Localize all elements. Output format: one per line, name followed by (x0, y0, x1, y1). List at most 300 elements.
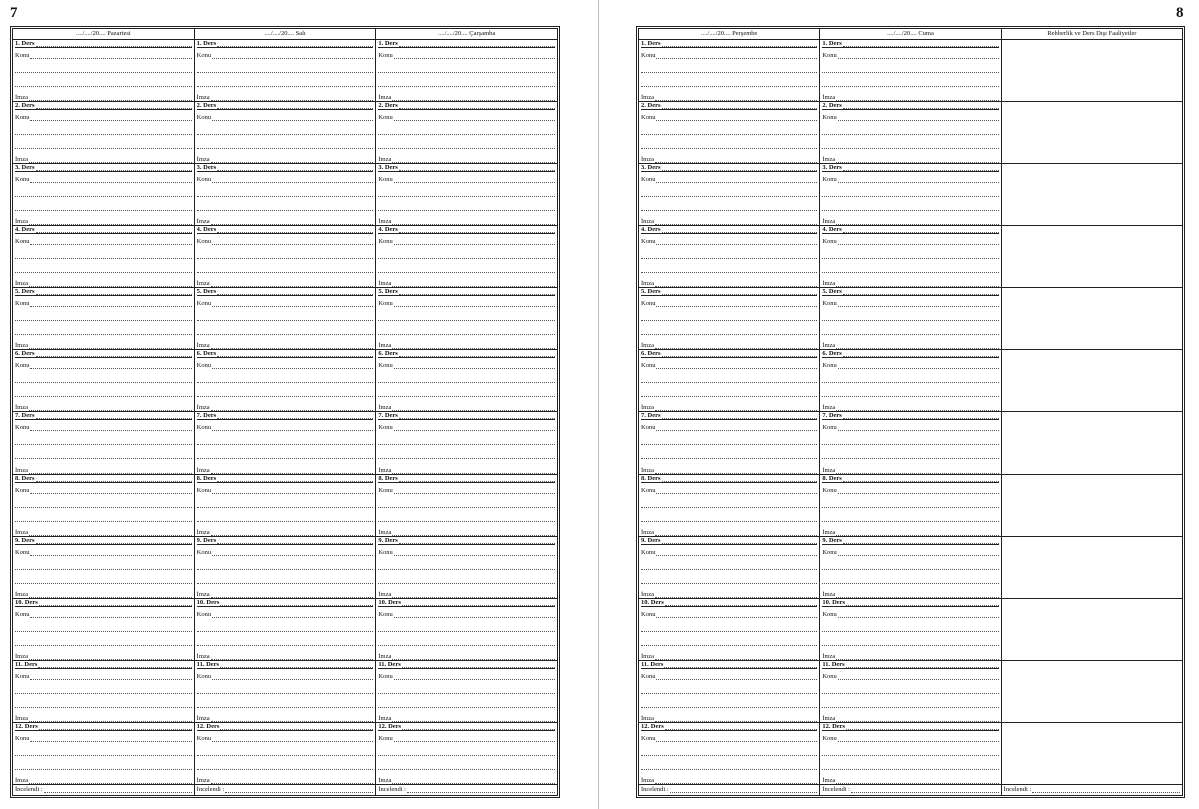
blank-line[interactable] (378, 756, 555, 770)
signature-line[interactable]: İmza (197, 401, 374, 411)
lesson-cell[interactable] (639, 661, 820, 722)
lesson-cell[interactable] (820, 40, 1001, 101)
topic-line[interactable]: Konu (641, 172, 817, 183)
signature-line[interactable]: İmza (641, 526, 817, 536)
blank-line[interactable] (641, 259, 817, 273)
lesson-cell[interactable] (376, 723, 557, 784)
blank-line[interactable] (197, 369, 374, 383)
lesson-cell[interactable] (639, 40, 820, 101)
blank-line[interactable] (15, 183, 192, 197)
topic-line[interactable]: Konu (197, 420, 374, 431)
blank-line[interactable] (822, 570, 998, 584)
blank-line[interactable] (378, 135, 555, 149)
topic-line[interactable]: Konu (15, 110, 192, 121)
topic-line[interactable]: Konu (641, 296, 817, 307)
lesson-cell[interactable] (639, 288, 820, 349)
blank-line[interactable] (15, 508, 192, 522)
signature-line[interactable]: İmza (822, 401, 998, 411)
blank-line[interactable] (822, 556, 998, 570)
blank-line[interactable] (197, 570, 374, 584)
lesson-cell[interactable] (820, 102, 1001, 163)
blank-line[interactable] (822, 135, 998, 149)
blank-line[interactable] (641, 383, 817, 397)
blank-line[interactable] (822, 73, 998, 87)
topic-line[interactable]: Konu (15, 731, 192, 742)
lesson-cell[interactable] (13, 288, 195, 349)
activities-cell[interactable] (1002, 475, 1182, 536)
topic-line[interactable]: Konu (197, 545, 374, 556)
signature-line[interactable]: İmza (822, 650, 998, 660)
signature-line[interactable]: İmza (641, 401, 817, 411)
lesson-cell[interactable] (639, 537, 820, 598)
blank-line[interactable] (197, 121, 374, 135)
lesson-cell[interactable] (195, 599, 377, 660)
blank-line[interactable] (378, 694, 555, 708)
lesson-cell[interactable] (195, 537, 377, 598)
signature-line[interactable]: İmza (822, 153, 998, 163)
topic-line[interactable]: Konu (15, 48, 192, 59)
topic-line[interactable]: Konu (378, 172, 555, 183)
activities-cell[interactable] (1002, 599, 1182, 660)
topic-line[interactable]: Konu (15, 607, 192, 618)
topic-line[interactable]: Konu (378, 731, 555, 742)
signature-line[interactable]: İmza (15, 774, 192, 784)
lesson-cell[interactable] (195, 164, 377, 225)
blank-line[interactable] (641, 59, 817, 73)
blank-line[interactable] (378, 369, 555, 383)
activities-cell[interactable] (1002, 102, 1182, 163)
topic-line[interactable]: Konu (378, 110, 555, 121)
signature-line[interactable]: İmza (197, 91, 374, 101)
blank-line[interactable] (378, 742, 555, 756)
topic-line[interactable]: Konu (378, 669, 555, 680)
blank-line[interactable] (822, 121, 998, 135)
signature-line[interactable]: İmza (15, 277, 192, 287)
signature-line[interactable]: İmza (641, 91, 817, 101)
topic-line[interactable]: Konu (822, 110, 998, 121)
lesson-cell[interactable] (13, 412, 195, 473)
blank-line[interactable] (641, 445, 817, 459)
signature-line[interactable]: İmza (378, 774, 555, 784)
blank-line[interactable] (378, 556, 555, 570)
signature-line[interactable]: İmza (378, 153, 555, 163)
blank-line[interactable] (641, 197, 817, 211)
lesson-cell[interactable] (376, 164, 557, 225)
topic-line[interactable]: Konu (197, 731, 374, 742)
topic-line[interactable]: Konu (378, 296, 555, 307)
activities-cell[interactable] (1002, 164, 1182, 225)
blank-line[interactable] (15, 431, 192, 445)
lesson-cell[interactable] (820, 661, 1001, 722)
reviewed-field[interactable]: İncelendi : (376, 785, 557, 795)
lesson-cell[interactable] (13, 599, 195, 660)
blank-line[interactable] (15, 383, 192, 397)
blank-line[interactable] (15, 494, 192, 508)
signature-line[interactable]: İmza (197, 712, 374, 722)
signature-line[interactable]: İmza (15, 401, 192, 411)
lesson-cell[interactable] (13, 537, 195, 598)
topic-line[interactable]: Konu (822, 172, 998, 183)
reviewed-field[interactable]: İncelendi : (13, 785, 195, 795)
signature-line[interactable]: İmza (822, 464, 998, 474)
signature-line[interactable]: İmza (197, 464, 374, 474)
activities-cell[interactable] (1002, 661, 1182, 722)
blank-line[interactable] (822, 59, 998, 73)
lesson-cell[interactable] (13, 723, 195, 784)
signature-line[interactable]: İmza (197, 526, 374, 536)
blank-line[interactable] (197, 556, 374, 570)
reviewed-field[interactable]: İncelendi : (195, 785, 377, 795)
signature-line[interactable]: İmza (378, 91, 555, 101)
signature-line[interactable]: İmza (822, 339, 998, 349)
topic-line[interactable]: Konu (641, 234, 817, 245)
topic-line[interactable]: Konu (15, 234, 192, 245)
blank-line[interactable] (641, 321, 817, 335)
lesson-cell[interactable] (820, 164, 1001, 225)
blank-line[interactable] (378, 183, 555, 197)
topic-line[interactable]: Konu (15, 296, 192, 307)
signature-line[interactable]: İmza (822, 91, 998, 101)
signature-line[interactable]: İmza (378, 650, 555, 660)
topic-line[interactable]: Konu (197, 296, 374, 307)
blank-line[interactable] (641, 431, 817, 445)
blank-line[interactable] (378, 618, 555, 632)
lesson-cell[interactable] (376, 661, 557, 722)
blank-line[interactable] (197, 445, 374, 459)
blank-line[interactable] (822, 431, 998, 445)
signature-line[interactable]: İmza (641, 588, 817, 598)
lesson-cell[interactable] (376, 226, 557, 287)
blank-line[interactable] (378, 632, 555, 646)
lesson-cell[interactable] (639, 723, 820, 784)
signature-line[interactable]: İmza (15, 339, 192, 349)
lesson-cell[interactable] (376, 40, 557, 101)
blank-line[interactable] (15, 307, 192, 321)
topic-line[interactable]: Konu (641, 48, 817, 59)
topic-line[interactable]: Konu (378, 48, 555, 59)
lesson-cell[interactable] (195, 350, 377, 411)
blank-line[interactable] (197, 197, 374, 211)
signature-line[interactable]: İmza (641, 277, 817, 287)
blank-line[interactable] (197, 183, 374, 197)
lesson-cell[interactable] (13, 102, 195, 163)
reviewed-field[interactable]: İncelendi : (639, 785, 820, 795)
topic-line[interactable]: Konu (197, 483, 374, 494)
lesson-cell[interactable] (820, 288, 1001, 349)
topic-line[interactable]: Konu (641, 420, 817, 431)
blank-line[interactable] (15, 259, 192, 273)
blank-line[interactable] (197, 245, 374, 259)
blank-line[interactable] (197, 742, 374, 756)
lesson-cell[interactable] (195, 102, 377, 163)
blank-line[interactable] (822, 680, 998, 694)
blank-line[interactable] (197, 73, 374, 87)
blank-line[interactable] (378, 508, 555, 522)
blank-line[interactable] (378, 121, 555, 135)
signature-line[interactable]: İmza (197, 650, 374, 660)
blank-line[interactable] (378, 431, 555, 445)
blank-line[interactable] (378, 445, 555, 459)
lesson-cell[interactable] (376, 475, 557, 536)
blank-line[interactable] (15, 556, 192, 570)
topic-line[interactable]: Konu (378, 607, 555, 618)
blank-line[interactable] (378, 383, 555, 397)
blank-line[interactable] (641, 508, 817, 522)
blank-line[interactable] (822, 259, 998, 273)
signature-line[interactable]: İmza (15, 153, 192, 163)
blank-line[interactable] (822, 508, 998, 522)
signature-line[interactable]: İmza (15, 91, 192, 101)
signature-line[interactable]: İmza (378, 215, 555, 225)
blank-line[interactable] (197, 431, 374, 445)
topic-line[interactable]: Konu (641, 669, 817, 680)
lesson-cell[interactable] (639, 412, 820, 473)
topic-line[interactable]: Konu (15, 545, 192, 556)
lesson-cell[interactable] (376, 599, 557, 660)
blank-line[interactable] (822, 694, 998, 708)
topic-line[interactable]: Konu (378, 358, 555, 369)
topic-line[interactable]: Konu (822, 234, 998, 245)
blank-line[interactable] (641, 307, 817, 321)
blank-line[interactable] (641, 680, 817, 694)
signature-line[interactable]: İmza (641, 774, 817, 784)
blank-line[interactable] (15, 445, 192, 459)
lesson-cell[interactable] (13, 661, 195, 722)
topic-line[interactable]: Konu (378, 234, 555, 245)
topic-line[interactable]: Konu (822, 669, 998, 680)
blank-line[interactable] (197, 494, 374, 508)
topic-line[interactable]: Konu (822, 296, 998, 307)
lesson-cell[interactable] (639, 226, 820, 287)
blank-line[interactable] (197, 59, 374, 73)
blank-line[interactable] (822, 321, 998, 335)
blank-line[interactable] (378, 73, 555, 87)
blank-line[interactable] (15, 680, 192, 694)
signature-line[interactable]: İmza (641, 215, 817, 225)
topic-line[interactable]: Konu (822, 48, 998, 59)
topic-line[interactable]: Konu (641, 545, 817, 556)
lesson-cell[interactable] (376, 102, 557, 163)
activities-cell[interactable] (1002, 723, 1182, 784)
blank-line[interactable] (822, 383, 998, 397)
signature-line[interactable]: İmza (378, 526, 555, 536)
blank-line[interactable] (197, 259, 374, 273)
activities-cell[interactable] (1002, 40, 1182, 101)
signature-line[interactable]: İmza (378, 588, 555, 598)
topic-line[interactable]: Konu (197, 607, 374, 618)
topic-line[interactable]: Konu (822, 731, 998, 742)
signature-line[interactable]: İmza (15, 712, 192, 722)
signature-line[interactable]: İmza (197, 774, 374, 784)
blank-line[interactable] (15, 321, 192, 335)
blank-line[interactable] (15, 59, 192, 73)
lesson-cell[interactable] (195, 226, 377, 287)
lesson-cell[interactable] (195, 475, 377, 536)
signature-line[interactable]: İmza (378, 464, 555, 474)
signature-line[interactable]: İmza (197, 215, 374, 225)
blank-line[interactable] (15, 135, 192, 149)
blank-line[interactable] (197, 632, 374, 646)
blank-line[interactable] (15, 742, 192, 756)
activities-cell[interactable] (1002, 412, 1182, 473)
blank-line[interactable] (641, 694, 817, 708)
signature-line[interactable]: İmza (641, 712, 817, 722)
signature-line[interactable]: İmza (378, 339, 555, 349)
blank-line[interactable] (197, 618, 374, 632)
blank-line[interactable] (197, 694, 374, 708)
topic-line[interactable]: Konu (197, 234, 374, 245)
topic-line[interactable]: Konu (197, 172, 374, 183)
activities-cell[interactable] (1002, 226, 1182, 287)
blank-line[interactable] (197, 383, 374, 397)
signature-line[interactable]: İmza (641, 464, 817, 474)
lesson-cell[interactable] (195, 40, 377, 101)
blank-line[interactable] (378, 680, 555, 694)
topic-line[interactable]: Konu (641, 483, 817, 494)
blank-line[interactable] (15, 197, 192, 211)
topic-line[interactable]: Konu (822, 607, 998, 618)
signature-line[interactable]: İmza (15, 526, 192, 536)
reviewed-field[interactable]: İncelendi : (820, 785, 1001, 795)
lesson-cell[interactable] (820, 475, 1001, 536)
topic-line[interactable]: Konu (15, 483, 192, 494)
lesson-cell[interactable] (376, 350, 557, 411)
signature-line[interactable]: İmza (197, 339, 374, 349)
blank-line[interactable] (15, 245, 192, 259)
topic-line[interactable]: Konu (641, 110, 817, 121)
blank-line[interactable] (197, 756, 374, 770)
blank-line[interactable] (378, 59, 555, 73)
blank-line[interactable] (378, 321, 555, 335)
topic-line[interactable]: Konu (197, 358, 374, 369)
blank-line[interactable] (822, 494, 998, 508)
topic-line[interactable]: Konu (15, 420, 192, 431)
lesson-cell[interactable] (639, 475, 820, 536)
lesson-cell[interactable] (13, 40, 195, 101)
topic-line[interactable]: Konu (378, 420, 555, 431)
topic-line[interactable]: Konu (641, 358, 817, 369)
blank-line[interactable] (15, 632, 192, 646)
blank-line[interactable] (641, 183, 817, 197)
lesson-cell[interactable] (13, 475, 195, 536)
signature-line[interactable]: İmza (15, 588, 192, 598)
blank-line[interactable] (641, 135, 817, 149)
lesson-cell[interactable] (376, 288, 557, 349)
signature-line[interactable]: İmza (197, 588, 374, 598)
blank-line[interactable] (15, 694, 192, 708)
signature-line[interactable]: İmza (822, 712, 998, 722)
topic-line[interactable]: Konu (641, 731, 817, 742)
lesson-cell[interactable] (820, 537, 1001, 598)
lesson-cell[interactable] (195, 723, 377, 784)
lesson-cell[interactable] (639, 599, 820, 660)
blank-line[interactable] (641, 742, 817, 756)
blank-line[interactable] (822, 445, 998, 459)
blank-line[interactable] (822, 307, 998, 321)
blank-line[interactable] (15, 73, 192, 87)
signature-line[interactable]: İmza (822, 277, 998, 287)
blank-line[interactable] (822, 245, 998, 259)
lesson-cell[interactable] (195, 412, 377, 473)
lesson-cell[interactable] (195, 288, 377, 349)
signature-line[interactable]: İmza (15, 650, 192, 660)
blank-line[interactable] (822, 618, 998, 632)
signature-line[interactable]: İmza (822, 526, 998, 536)
blank-line[interactable] (641, 556, 817, 570)
signature-line[interactable]: İmza (15, 464, 192, 474)
lesson-cell[interactable] (376, 412, 557, 473)
topic-line[interactable]: Konu (378, 545, 555, 556)
blank-line[interactable] (822, 742, 998, 756)
blank-line[interactable] (822, 756, 998, 770)
topic-line[interactable]: Konu (822, 545, 998, 556)
lesson-cell[interactable] (13, 164, 195, 225)
blank-line[interactable] (378, 570, 555, 584)
topic-line[interactable]: Konu (15, 172, 192, 183)
blank-line[interactable] (378, 245, 555, 259)
blank-line[interactable] (641, 618, 817, 632)
blank-line[interactable] (15, 570, 192, 584)
blank-line[interactable] (197, 135, 374, 149)
lesson-cell[interactable] (820, 350, 1001, 411)
blank-line[interactable] (641, 570, 817, 584)
blank-line[interactable] (15, 756, 192, 770)
blank-line[interactable] (378, 494, 555, 508)
lesson-cell[interactable] (820, 226, 1001, 287)
topic-line[interactable]: Konu (822, 420, 998, 431)
blank-line[interactable] (197, 321, 374, 335)
topic-line[interactable]: Konu (197, 669, 374, 680)
signature-line[interactable]: İmza (641, 650, 817, 660)
blank-line[interactable] (641, 632, 817, 646)
lesson-cell[interactable] (820, 599, 1001, 660)
signature-line[interactable]: İmza (822, 215, 998, 225)
topic-line[interactable]: Konu (197, 48, 374, 59)
blank-line[interactable] (822, 369, 998, 383)
blank-line[interactable] (15, 369, 192, 383)
signature-line[interactable]: İmza (197, 153, 374, 163)
activities-cell[interactable] (1002, 350, 1182, 411)
signature-line[interactable]: İmza (378, 401, 555, 411)
topic-line[interactable]: Konu (197, 110, 374, 121)
blank-line[interactable] (641, 756, 817, 770)
blank-line[interactable] (15, 121, 192, 135)
blank-line[interactable] (822, 183, 998, 197)
topic-line[interactable]: Konu (15, 669, 192, 680)
lesson-cell[interactable] (376, 537, 557, 598)
topic-line[interactable]: Konu (641, 607, 817, 618)
lesson-cell[interactable] (13, 350, 195, 411)
blank-line[interactable] (822, 197, 998, 211)
topic-line[interactable]: Konu (378, 483, 555, 494)
lesson-cell[interactable] (639, 350, 820, 411)
signature-line[interactable]: İmza (378, 712, 555, 722)
topic-line[interactable]: Konu (822, 483, 998, 494)
signature-line[interactable]: İmza (822, 588, 998, 598)
signature-line[interactable]: İmza (641, 153, 817, 163)
topic-line[interactable]: Konu (15, 358, 192, 369)
blank-line[interactable] (15, 618, 192, 632)
signature-line[interactable]: İmza (641, 339, 817, 349)
blank-line[interactable] (197, 307, 374, 321)
activities-cell[interactable] (1002, 288, 1182, 349)
blank-line[interactable] (641, 73, 817, 87)
signature-line[interactable]: İmza (378, 277, 555, 287)
activities-cell[interactable] (1002, 537, 1182, 598)
reviewed-field[interactable]: İncelendi : (1002, 785, 1182, 795)
signature-line[interactable]: İmza (197, 277, 374, 287)
blank-line[interactable] (641, 245, 817, 259)
